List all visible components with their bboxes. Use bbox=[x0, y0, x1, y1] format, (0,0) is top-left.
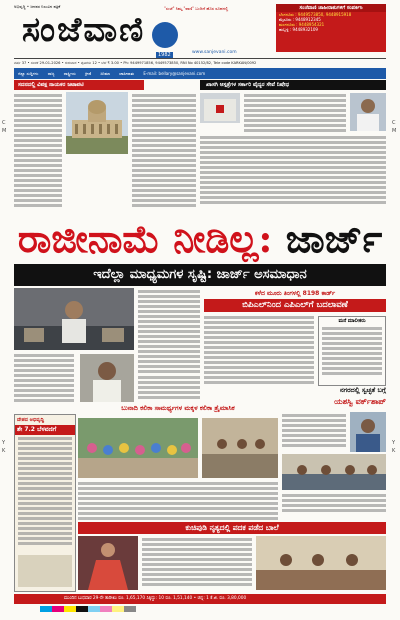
top-left-headline: ಸದನದಲ್ಲಿ ವಿಪಕ್ಷ ನಾಯಕರ ಜಟಾಪಟಿ bbox=[14, 80, 144, 90]
masthead-title: ಸಂಜೆವಾಣಿ bbox=[22, 10, 146, 50]
ad-box-line: ಬೆಂಗಳೂರು : 9449573850, 9448915918 bbox=[279, 12, 352, 17]
masthead-website: www.sanjevani.com bbox=[192, 50, 237, 55]
article-text bbox=[14, 94, 62, 209]
city-headline-1: ನಗರದಲ್ಲಿ ಸ್ವಚ್ಛತೆ ಬಗ್ಗೆ bbox=[339, 386, 386, 394]
masthead-emblem bbox=[152, 22, 178, 48]
gold-rate-footer: ಮುಂದಿನ ಬುಧವಾರ 29-ನೇ ತಾರೀಖು ರೂ. 1,65,170 ಸಿಕ್ಕಿದ್ದು: 10 ರೂ. 1,51,140 • ಚಿನ್ನ: 1 ಕೆ.ಜಿ. ರೂ. 3,80,000 bbox=[14, 594, 386, 604]
section-item: ರಾಷ್ಟ್ರೀಯ bbox=[63, 71, 76, 76]
workshop-photo bbox=[282, 454, 386, 490]
ad-contact-box bbox=[276, 4, 386, 52]
hospital-photo bbox=[200, 93, 240, 123]
article-text bbox=[322, 327, 382, 377]
color-bar bbox=[40, 606, 136, 612]
left-box-title: ದೇಶದ ಅಭಿವೃದ್ಧಿ bbox=[17, 417, 44, 423]
article-text bbox=[132, 94, 196, 209]
section-bar bbox=[14, 68, 386, 79]
article-text bbox=[78, 482, 278, 522]
bottom-headline: ಕುಚಿಪುಡಿ ನೃತ್ಯದಲ್ಲಿ ಪದಕ ಪಡೆದ ಬಾಲೆ bbox=[78, 522, 386, 534]
side-column-title: ಮನೆ ಮಾಲೀಕರು bbox=[338, 318, 366, 324]
section-item: ಜಾಹೀರಾತು bbox=[119, 71, 135, 76]
article-text bbox=[138, 290, 200, 375]
registration-mark: Y bbox=[2, 440, 6, 446]
left-info-box bbox=[14, 414, 76, 592]
article-text bbox=[244, 94, 346, 134]
event-photo bbox=[202, 418, 278, 478]
registration-mark: K bbox=[2, 448, 6, 454]
article-text bbox=[200, 136, 386, 206]
section-item: E-mail: bellary@sanjevani.com bbox=[143, 71, 206, 76]
ad-image bbox=[18, 555, 72, 587]
registration-mark: Y bbox=[392, 440, 396, 446]
assembly-photo bbox=[14, 288, 134, 350]
registration-mark: M bbox=[392, 128, 397, 134]
dancer-photo bbox=[78, 536, 138, 590]
section-item: ಜಿಲ್ಲಾ ಸುದ್ದಿಗಳು bbox=[18, 71, 39, 76]
lead-subheadline: ಇದೆಲ್ಲಾ ಮಾಧ್ಯಮಗಳ ಸೃಷ್ಟಿ: ಜಾರ್ಜ್ ಅಸಮಾಧಾನ bbox=[14, 264, 386, 286]
ad-box-heading: ಸಂಜೆವಾಣಿ ಜಾಹೀರಾತುಗಳಿಗೆ ಸಂಪರ್ಕಿಸಿ bbox=[276, 4, 386, 12]
ad-box-line: ಹುಬ್ಬಳ್ಳಿ : 9448932109 bbox=[279, 27, 318, 32]
mid-headline-kicker: ಕಳೆದ ಮೂರು ತಿಂಗಳಲ್ಲಿ 8198 ಕಾರ್ಡ್ bbox=[254, 290, 336, 297]
doctor-photo bbox=[350, 93, 386, 131]
registration-mark: K bbox=[392, 448, 396, 454]
section-item: ರಾಜ್ಯ bbox=[47, 71, 55, 76]
dateline: ವರ್ಷ 37 • ಸಂಚಿಕೆ 29-01-2026 • ಗುರುವಾರ • ಪುಟಗಳು 12 • ಬೆಲೆ ₹ 3.00 • Ph: 9449971856, 9449573850, RNI No 40152/82, Tele code KARKAN/0092 bbox=[14, 58, 386, 69]
lead-headline bbox=[14, 215, 386, 263]
city-headline-2: ಯಶಸ್ವಿ ವರ್ಕ್‌ಶಾಪ್ bbox=[334, 397, 386, 406]
students-photo bbox=[78, 418, 198, 478]
lead-headline-red: ರಾಜೀನಾಮೆ ನೀಡಿಲ್ಲ: bbox=[17, 216, 273, 261]
award-photo bbox=[256, 536, 386, 590]
masthead-year: 1982 bbox=[158, 52, 171, 58]
mid-headline: ಬಿಪಿಎಲ್‌ನಿಂದ ಎಪಿಎಲ್‌ಗೆ ಬದಲಾವಣೆ bbox=[204, 299, 386, 312]
article-text bbox=[204, 316, 314, 386]
vidhana-soudha-photo bbox=[66, 92, 128, 154]
side-column bbox=[318, 316, 386, 386]
section-item: ಕ್ರೀಡೆ bbox=[85, 71, 92, 76]
school-headline: ಬುನಾದಿ ಕಲಿಕಾ ಸಾಮರ್ಥ್ಯಗಳ ಮಕ್ಕಳ ಕಲಿಕಾ ತ್ರೈಮಾಸಿಕ bbox=[121, 404, 235, 412]
official-photo bbox=[350, 412, 386, 452]
registration-mark: C bbox=[392, 120, 396, 126]
masthead-top-note: "ಸಂಜೆ" ನಿಮ್ಮ "ವಾಣಿ" ಬಂದಿದೆ ಹೊಸ ರೂಪದಲ್ಲಿ bbox=[164, 6, 229, 11]
section-item: ಸಿನಿಮಾ bbox=[100, 71, 110, 76]
article-text bbox=[138, 376, 200, 401]
article-text bbox=[142, 538, 252, 588]
article-text bbox=[18, 437, 72, 547]
article-text bbox=[282, 494, 386, 514]
article-text bbox=[14, 354, 74, 404]
left-box-value: ಶೇ 7.2 ಬೆಳವಣಿಗೆ bbox=[15, 425, 75, 435]
masthead-tagline: ಅಭಿವೃದ್ಧಿ • ಜನಪರ ನಿಲುವಿನ ಪತ್ರಿಕೆ bbox=[14, 4, 61, 9]
article-text bbox=[282, 414, 346, 449]
lead-headline-black: ಜಾರ್ಜ್ bbox=[285, 216, 383, 261]
top-right-headline: ಖಾಸಗಿ ಆಸ್ಪತ್ರೆಗಳ ಸರ್ಕಾರಿ ವೈದ್ಯರ ಸೇವೆ ನಿಷೇಧ bbox=[200, 80, 386, 90]
ad-box-line: ಮಂಗಳೂರು : 9448954321 bbox=[279, 22, 325, 27]
portrait-photo bbox=[80, 354, 134, 402]
ad-box-line: ಮೈಸೂರು : 9448912345 bbox=[279, 17, 321, 22]
registration-mark: C bbox=[2, 120, 6, 126]
registration-mark: M bbox=[2, 128, 7, 134]
